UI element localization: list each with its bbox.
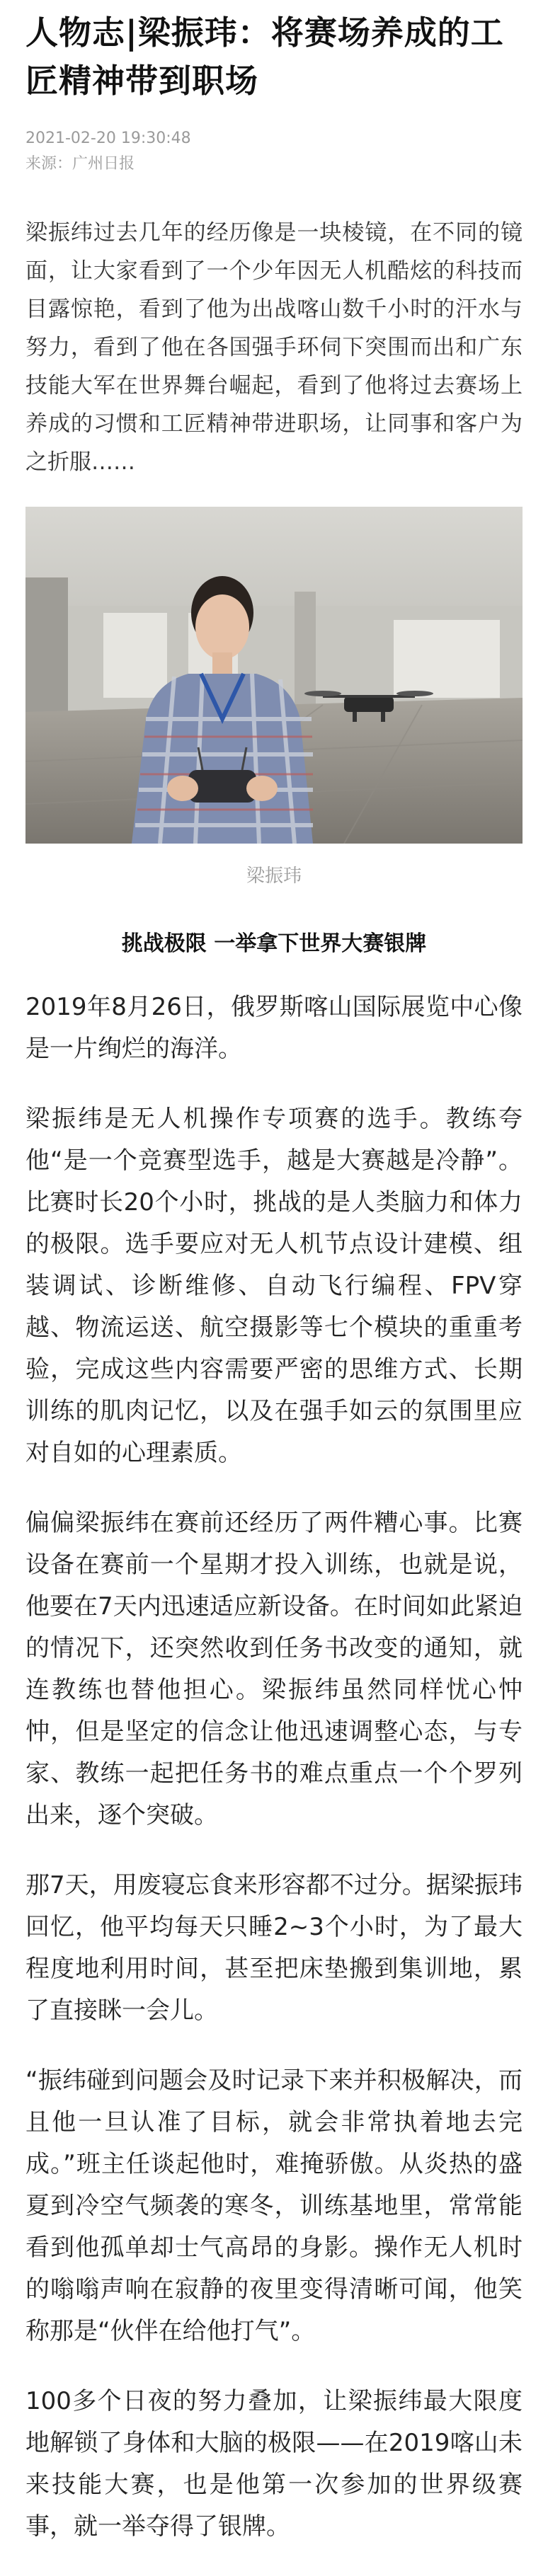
article-photo	[25, 507, 523, 844]
article-source: 来源：广州日报	[25, 155, 135, 173]
body-paragraph: 梁振纬是无人机操作专项赛的选手。教练夸他“是一个竞赛型选手，越是大赛越是冷静”。比赛时长20个小时，挑战的是人类脑力和体力的极限。选手要应对无人机节点设计建模、组装调试、诊断维修、自动飞行编程、FPV穿越、物流运送、航空摄影等七个模块的重重考验，完成这些内容需要严密的思维方式、长期训练的肌肉记忆，以及在强手如云的氛围里应对自如的心理素质。	[25, 1105, 523, 1467]
lead-paragraph: 梁振纬过去几年的经历像是一块棱镜，在不同的镜面，让大家看到了一个少年因无人机酷炫的科技而目露惊艳，看到了他为出战喀山数千小时的汗水与努力，看到了他在各国强手环伺下突围而出和广东技能大军在世界舞台崛起，看到了他将过去赛场上养成的习惯和工匠精神带进职场，让同事和客户为之折服……	[25, 220, 523, 475]
article-meta	[25, 126, 523, 177]
photo-illustration	[25, 507, 523, 844]
photo-caption: 梁振玮	[246, 866, 302, 887]
body-paragraph: 偏偏梁振纬在赛前还经历了两件糟心事。比赛设备在赛前一个星期才投入训练，也就是说，他要在7天内迅速适应新设备。在时间如此紧迫的情况下，还突然收到任务书改变的通知，就连教练也替他担心。梁振纬虽然同样忧心忡忡，但是坚定的信念让他迅速调整心态，与专家、教练一起把任务书的难点重点一个个罗列出来，逐个突破。	[25, 1509, 523, 1829]
body-paragraph: 2019年8月26日，俄罗斯喀山国际展览中心像是一片绚烂的海洋。	[25, 993, 523, 1063]
article-body	[25, 987, 523, 2576]
section-heading: 挑战极限 一举拿下世界大赛银牌	[121, 931, 427, 956]
body-paragraph: 100多个日夜的努力叠加，让梁振纬最大限度地解锁了身体和大脑的极限——在2019喀山未来技能大赛，也是他第一次参加的世界级赛事，就一举夺得了银牌。	[25, 2387, 523, 2541]
article	[0, 6, 548, 2576]
body-paragraph: 那7天，用废寝忘食来形容都不过分。据梁振玮回忆，他平均每天只睡2~3个小时，为了最大程度地利用时间，甚至把床垫搬到集训地，累了直接眯一会儿。	[25, 1871, 523, 2025]
article-title: 人物志|梁振玮：将赛场养成的工匠精神带到职场	[25, 13, 504, 100]
publish-datetime: 2021-02-20 19:30:48	[25, 130, 191, 147]
body-paragraph: “振纬碰到问题会及时记录下来并积极解决，而且他一旦认准了目标，就会非常执着地去完成。”班主任谈起他时，难掩骄傲。从炎热的盛夏到冷空气频袭的寒冬，训练基地里，常常能看到他孤单却士气高昂的身影。操作无人机时的嗡嗡声响在寂静的夜里变得清晰可闻，他笑称那是“伙伴在给他打气”。	[25, 2066, 523, 2345]
